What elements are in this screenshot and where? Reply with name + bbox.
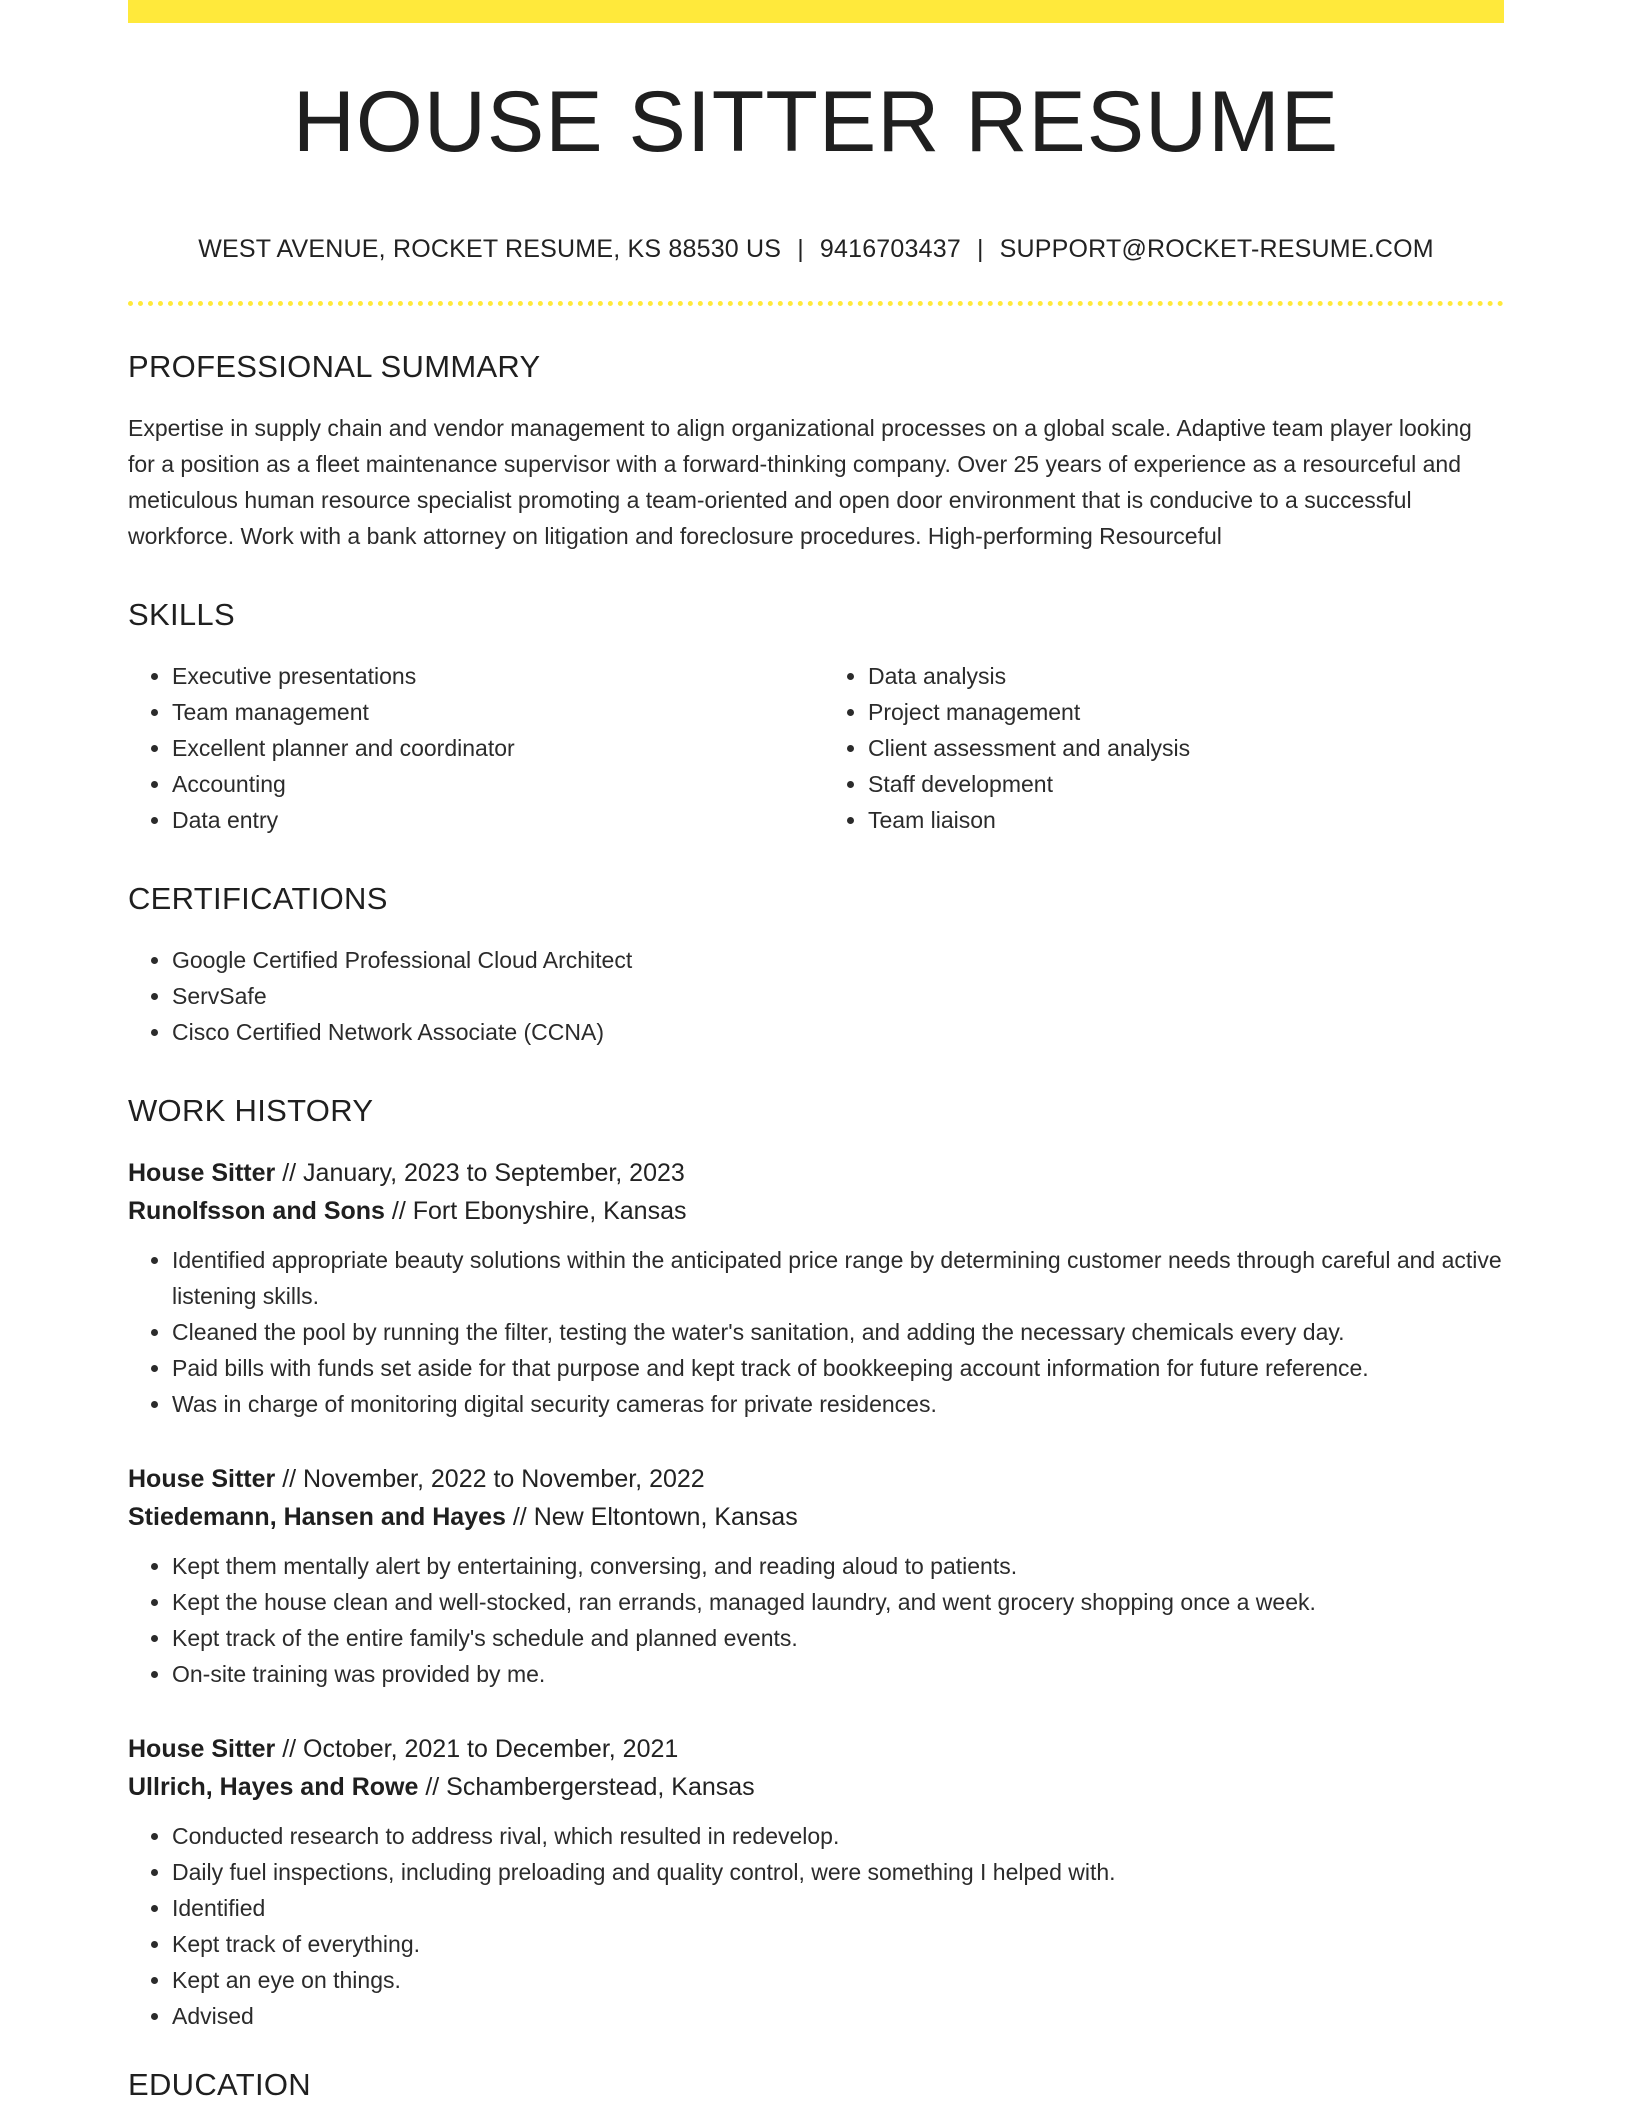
skill-item: • Data entry [172, 802, 808, 838]
job-title-line [128, 1730, 1504, 1768]
job-entry [128, 1154, 1504, 1422]
job-bullet: • Identified [172, 1890, 1504, 1926]
contact-phone: 9416703437 [819, 235, 961, 263]
job-company-line [128, 1768, 1504, 1806]
education-section [128, 2068, 1504, 2102]
contact-address: WEST AVENUE, ROCKET RESUME, KS 88530 US [198, 235, 782, 263]
job-bullet: • Conducted research to address rival, which resulted in redevelop. [172, 1818, 1504, 1854]
contact-separator: | [976, 235, 984, 263]
resume-page [128, 0, 1504, 2102]
job-company-line [128, 1498, 1504, 1536]
job-company-line [128, 1192, 1504, 1230]
certification-item: • ServSafe [172, 978, 1504, 1014]
job-title-line [128, 1460, 1504, 1498]
summary-text: Expertise in supply chain and vendor management to align organizational processes on a global scale. Adaptive team player looking for a position as a fleet maintenance supervisor with a forward-thinking company. Over 25 years of experience as a resourceful and meticulous human resource specialist promoting a team-oriented and open door environment that is conducive to a successful workforce. Work with a bank attorney on litigation and foreclosure procedures. High-performing Resourceful [128, 415, 1472, 550]
skills-section [128, 598, 1504, 838]
work-history-section [128, 1094, 1504, 2034]
job-location: // New Eltontown, Kansas [505, 1503, 798, 1532]
skill-item: • Client assessment and analysis [868, 730, 1504, 766]
job-bullet: • Kept them mentally alert by entertaining, conversing, and reading aloud to patients. [172, 1548, 1504, 1584]
job-bullet: • Advised [172, 1998, 1504, 2034]
job-title: House Sitter [128, 1159, 276, 1188]
work-history-heading: WORK HISTORY [128, 1093, 374, 1129]
certifications-list [128, 942, 1504, 1050]
job-bullet: • Identified appropriate beauty solutions within the anticipated price range by determining customer needs through careful and active listening skills. [172, 1242, 1504, 1314]
summary-section [128, 350, 1504, 554]
job-bullet: • Kept the house clean and well-stocked, ran errands, managed laundry, and went grocery shopping once a week. [172, 1584, 1504, 1620]
certification-item: • Google Certified Professional Cloud Architect [172, 942, 1504, 978]
job-bullet: • Daily fuel inspections, including preloading and quality control, were something I helped with. [172, 1854, 1504, 1890]
job-title-line [128, 1154, 1504, 1192]
job-bullet: • Cleaned the pool by running the filter, testing the water's sanitation, and adding the necessary chemicals every day. [172, 1314, 1504, 1350]
skill-item: • Team liaison [868, 802, 1504, 838]
job-bullets [128, 1548, 1504, 1692]
job-bullets [128, 1818, 1504, 2034]
skill-item: • Data analysis [868, 658, 1504, 694]
skills-grid [128, 658, 1504, 838]
job-bullets [128, 1242, 1504, 1422]
job-bullet: • Kept track of everything. [172, 1926, 1504, 1962]
contact-line [128, 235, 1504, 264]
job-dates: // October, 2021 to December, 2021 [275, 1735, 679, 1764]
page-title: HOUSE SITTER RESUME [292, 74, 1340, 170]
skill-item: • Accounting [172, 766, 808, 802]
certifications-section [128, 882, 1504, 1050]
job-bullet: • Kept track of the entire family's schedule and planned events. [172, 1620, 1504, 1656]
certifications-heading: CERTIFICATIONS [128, 881, 388, 917]
job-company: Ullrich, Hayes and Rowe [128, 1773, 419, 1802]
contact-email: SUPPORT@ROCKET-RESUME.COM [999, 235, 1434, 263]
skills-heading: SKILLS [128, 597, 235, 633]
skills-list-left [128, 658, 808, 838]
job-entry [128, 1730, 1504, 2034]
education-heading: EDUCATION [128, 2067, 311, 2103]
accent-top-bar [128, 0, 1504, 23]
job-bullet: • Paid bills with funds set aside for that purpose and kept track of bookkeeping account information for future reference. [172, 1350, 1504, 1386]
job-company: Stiedemann, Hansen and Hayes [128, 1503, 506, 1532]
skill-item: • Staff development [868, 766, 1504, 802]
skill-item: • Project management [868, 694, 1504, 730]
job-company: Runolfsson and Sons [128, 1197, 385, 1226]
skill-item: • Excellent planner and coordinator [172, 730, 808, 766]
job-entry [128, 1460, 1504, 1692]
contact-separator: | [797, 235, 804, 263]
skills-list-right [808, 658, 1504, 838]
job-dates: // November, 2022 to November, 2022 [275, 1465, 705, 1494]
job-dates: // January, 2023 to September, 2023 [275, 1159, 685, 1188]
certification-item: • Cisco Certified Network Associate (CCNA) [172, 1014, 1504, 1050]
summary-heading: PROFESSIONAL SUMMARY [128, 349, 541, 384]
job-title: House Sitter [128, 1735, 276, 1764]
job-bullet: • Kept an eye on things. [172, 1962, 1504, 1998]
dotted-divider [128, 301, 1504, 306]
job-title: House Sitter [128, 1465, 276, 1494]
job-location: // Schambergerstead, Kansas [418, 1773, 755, 1802]
skill-item: • Team management [172, 694, 808, 730]
job-bullet: • On-site training was provided by me. [172, 1656, 1504, 1692]
job-bullet: • Was in charge of monitoring digital security cameras for private residences. [172, 1386, 1504, 1422]
skill-item: • Executive presentations [172, 658, 808, 694]
job-location: // Fort Ebonyshire, Kansas [384, 1197, 687, 1226]
